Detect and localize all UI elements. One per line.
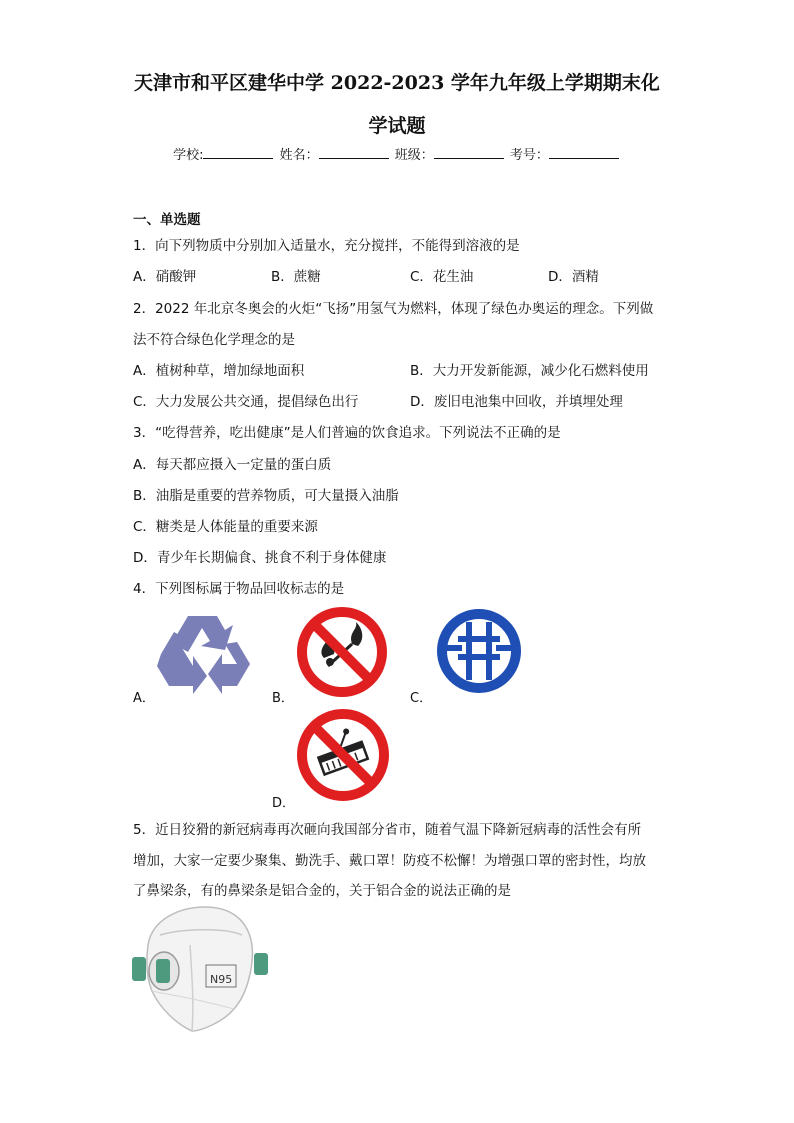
q1-stem: 1．向下列物质中分别加入适量水，充分搅拌，不能得到溶液的是: [133, 238, 520, 254]
q5-stem-line1: 5．近日狡猾的新冠病毒再次砸向我国部分省市，随着气温下降新冠病毒的活性会有所: [133, 822, 642, 838]
school-blank: [203, 146, 273, 159]
student-info-row: [0, 144, 794, 163]
recycle-icon: [155, 612, 251, 702]
q3-option-d: D．青少年长期偏食、挑食不利于身体健康: [133, 550, 387, 566]
mask-label-text: N95: [210, 973, 233, 986]
q1-option-b: B．蔗糖: [271, 269, 321, 285]
section-heading: 一、单选题: [133, 212, 201, 228]
exam-title-line1: 天津市和平区建华中学 2022-2023 学年九年级上学期期末化: [134, 72, 660, 94]
q2-stem-line1: 2．2022 年北京冬奥会的火炬“飞扬”用氢气为燃料，体现了绿色办奥运的理念。下列做: [133, 301, 654, 317]
q1-option-c: C．花生油: [410, 269, 474, 285]
q1-option-a: A．硝酸钾: [133, 269, 197, 285]
number-blank: [549, 146, 619, 159]
q3-option-b: B．油脂是重要的营养物质，可大量摄入油脂: [133, 488, 399, 504]
q5-stem-line2: 增加，大家一定要少聚集、勤洗手、戴口罩！防疫不松懈！为增强口罩的密封性，均放: [133, 853, 646, 869]
class-blank: [434, 146, 504, 159]
q4-label-a: A．: [133, 691, 155, 706]
q4-label-b: B．: [272, 691, 294, 706]
q1-option-d: D．酒精: [548, 269, 599, 285]
q2-option-c: C．大力发展公共交通，提倡绿色出行: [133, 394, 359, 410]
no-fire-icon: [296, 606, 388, 702]
q2-option-a: A．植树种草，增加绿地面积: [133, 363, 305, 379]
class-label: 班级：: [394, 148, 434, 163]
q4-stem: 4．下列图标属于物品回收标志的是: [133, 581, 345, 597]
q4-label-c: C．: [410, 691, 433, 706]
blue-circle-sign-icon: [436, 608, 522, 698]
name-blank: [319, 146, 389, 159]
exam-title-line2: 学试题: [368, 115, 426, 137]
school-label: 学校:: [173, 148, 204, 163]
q3-stem: 3．“吃得营养，吃出健康”是人们普遍的饮食追求。下列说法不正确的是: [133, 425, 561, 441]
n95-mask-image: [130, 905, 270, 1039]
q5-stem-line3: 了鼻梁条，有的鼻梁条是铝合金的，关于铝合金的说法正确的是: [133, 883, 511, 899]
name-label: 姓名：: [279, 148, 319, 163]
q3-option-c: C．糖类是人体能量的重要来源: [133, 519, 318, 535]
q2-stem-line2: 法不符合绿色化学理念的是: [133, 332, 295, 348]
q2-option-d: D．废旧电池集中回收，并填埋处理: [410, 394, 623, 410]
no-matches-icon: [296, 708, 390, 806]
q3-option-a: A．每天都应摄入一定量的蛋白质: [133, 457, 332, 473]
q2-option-b: B．大力开发新能源，减少化石燃料使用: [410, 363, 649, 379]
q4-label-d: D．: [272, 796, 296, 811]
number-label: 考号：: [509, 148, 549, 163]
